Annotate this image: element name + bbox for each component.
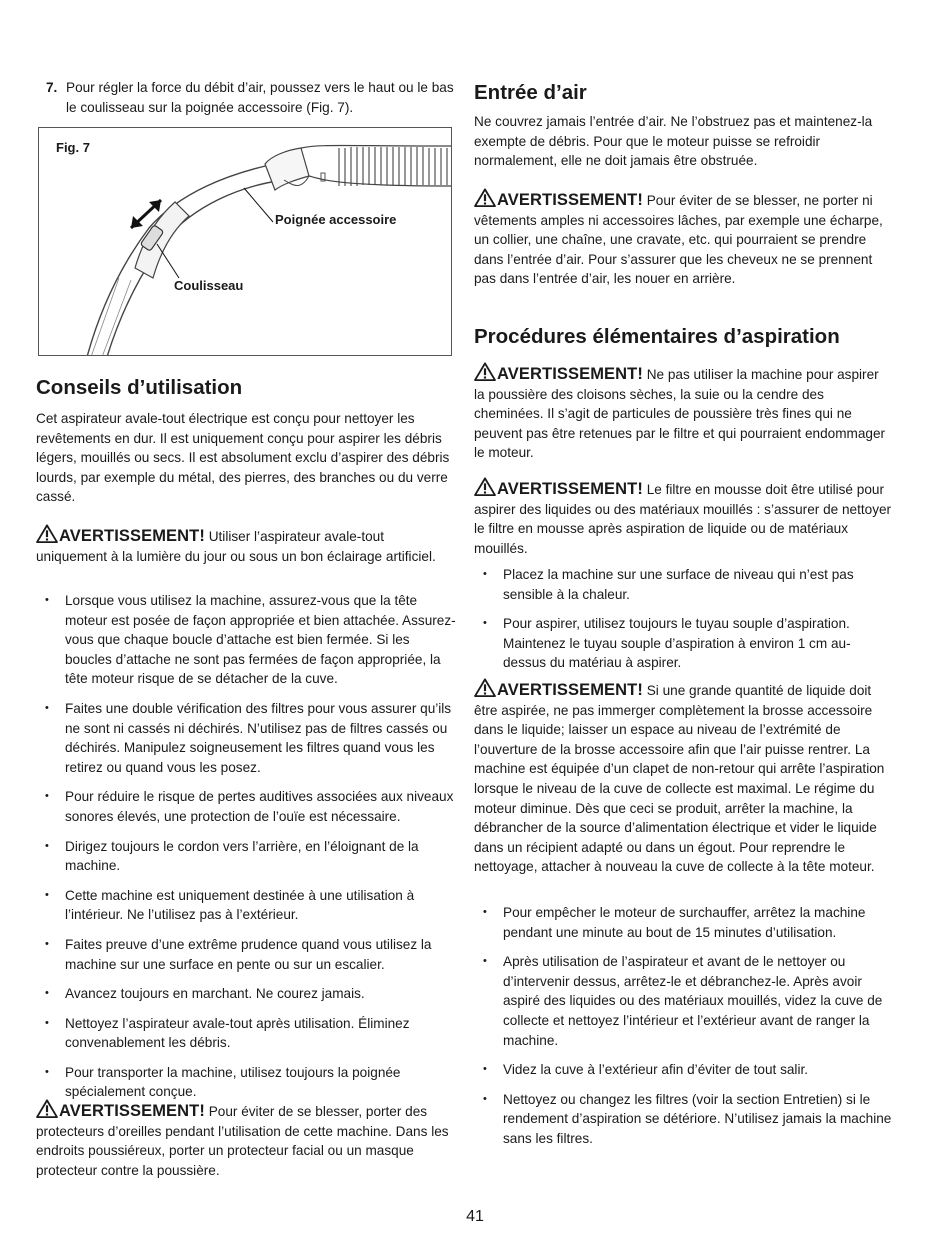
warning-label: AVERTISSEMENT! bbox=[497, 681, 643, 699]
list-item: • Placez la machine sur une surface de niveau qui n’est pas sensible à la chaleur. bbox=[474, 565, 892, 604]
warning-text: Pour éviter de se blesser, ne porter ni vêtements amples ni accessoires lâches, par exemple une écharpe, un collier, une chaîne, une cravate, etc. qui pourraient se prendre dans l’entrée d’air. Pour s’assurer que les cheveux ne se prennent pas dans l’entrée d’air, les nouer en arrière. bbox=[474, 193, 883, 287]
entree-text-block bbox=[474, 112, 892, 171]
warning-text: Ne pas utiliser la machine pour aspirer la poussière des cloisons sèches, la suie ou la cendre des cheminées. Il s’agit de particules de poussière très fines qui ne peuvent pas être retenues par le filtre et qui pourraient endommager le moteur. bbox=[474, 367, 886, 461]
warning-text: Le filtre en mousse doit être utilisé pour aspirer des liquides ou des matériaux mouillés : s’assurer de nettoyer le filtre en mousse après aspiration de liquide ou de matériaux mouillés. bbox=[474, 482, 892, 556]
procedures-bullet-list-1 bbox=[474, 565, 892, 683]
warning-triangle-icon bbox=[474, 362, 496, 381]
list-item: • Pour empêcher le moteur de surchauffer, arrêtez la machine pendant une minute au bout de 15 minutes d’utilisation. bbox=[474, 903, 892, 942]
warning-label: AVERTISSEMENT! bbox=[497, 191, 643, 209]
list-item: • Lorsque vous utilisez la machine, assurez-vous que la tête moteur est posée de façon appropriée et bien attachée. Assurez-vous que chaque boucle d’attache est bien fermée. Si les boucles d’attache ne sont pas fermées de façon appropriée, la tête moteur risque de se détacher de la cuve. bbox=[36, 591, 456, 689]
procedures-warning-3 bbox=[474, 678, 892, 877]
list-item: • Nettoyez l’aspirateur avale-tout après utilisation. Éliminez convenablement les débris. bbox=[36, 1014, 456, 1053]
list-item: • Pour réduire le risque de pertes auditives associées aux niveaux sonores élevés, une protection de l’ouïe est nécessaire. bbox=[36, 787, 456, 826]
entree-warning bbox=[474, 188, 892, 289]
warning-triangle-icon bbox=[36, 524, 58, 543]
list-item: • Dirigez toujours le cordon vers l’arrière, en l’éloignant de la machine. bbox=[36, 837, 456, 876]
procedures-bullet-list-2 bbox=[474, 903, 892, 1159]
section-title-conseils: Conseils d’utilisation bbox=[36, 376, 243, 399]
list-item: • Avancez toujours en marchant. Ne courez jamais. bbox=[36, 984, 456, 1004]
step-7 bbox=[36, 78, 456, 117]
list-item: • Nettoyez ou changez les filtres (voir la section Entretien) si le rendement d’aspiration se détériore. N’utilisez jamais la machine sans les filtres. bbox=[474, 1090, 892, 1149]
figure-label: Fig. 7 bbox=[56, 140, 90, 155]
page-number: 41 bbox=[466, 1208, 484, 1225]
warning-text: Pour éviter de se blesser, porter des protecteurs d’oreilles pendant l’utilisation de cette machine. Dans les endroits poussiéreux, porter un protecteur facial ou un masque protecteur contre la poussière. bbox=[36, 1104, 449, 1178]
warning-text: Si une grande quantité de liquide doit être aspirée, ne pas immerger complètement la brosse accessoire dans le liquide; laisser un espace au niveau de l’extrémité de l’ouverture de la brosse accessoire afin que l’air puisse rentrer. La machine est équipée d’un clapet de non-retour qui arrête l’aspiration lorsque le niveau de la cuve de collecte est maximal. Le régime du moteur diminue. Dès que ceci se produit, arrêter la machine, la débrancher de la source d’alimentation électrique et vider le liquide dans un récipient adapté ou dans un égout. Pour reprendre le nettoyage, attacher à nouveau la cuve de collecte à la tête moteur. bbox=[474, 683, 885, 875]
hose-handle-illustration bbox=[39, 128, 452, 356]
conseils-intro: Cet aspirateur avale-tout électrique est conçu pour nettoyer les revêtements en dur. Il est uniquement conçu pour aspirer les débris légers, mouillés ou secs. Il est absolument exclu d’aspirer des débris lourds, par exemple du métal, des pierres, des branches ou du verre cassé. bbox=[36, 411, 450, 505]
list-item: • Faites preuve d’une extrême prudence quand vous utilisez la machine sur une surface en pente ou sur un escalier. bbox=[36, 935, 456, 974]
step-7-text: Pour régler la force du débit d’air, poussez vers le haut ou le bas le coulisseau sur la poignée accessoire (Fig. 7). bbox=[66, 80, 454, 115]
warning-triangle-icon bbox=[474, 477, 496, 496]
step-number: 7. bbox=[46, 80, 58, 95]
list-item: • Pour transporter la machine, utilisez toujours la poignée spécialement conçue. bbox=[36, 1063, 456, 1102]
procedures-warning-1 bbox=[474, 362, 892, 463]
warning-label: AVERTISSEMENT! bbox=[497, 365, 643, 383]
warning-triangle-icon bbox=[474, 678, 496, 697]
conseils-bullet-list bbox=[36, 591, 456, 1112]
list-item: • Faites une double vérification des filtres pour vous assurer qu’ils ne sont ni cassés ni déchirés. N’utilisez pas de filtres cassés ou déchirés. Manipulez soigneusement les filtres quand vous les retirez ou quand vous les posez. bbox=[36, 699, 456, 777]
conseils-warning-1 bbox=[36, 524, 456, 566]
warning-triangle-icon bbox=[36, 1099, 58, 1118]
warning-label: AVERTISSEMENT! bbox=[59, 1102, 205, 1120]
conseils-warning-2 bbox=[36, 1099, 456, 1180]
entree-text: Ne couvrez jamais l’entrée d’air. Ne l’obstruez pas et maintenez-la exempte de débris. Pour que le moteur puisse se refroidir normalement, elle ne doit jamais être obstruée. bbox=[474, 114, 873, 169]
section-title-procedures: Procédures élémentaires d’aspiration bbox=[474, 325, 840, 348]
callout-slider: Coulisseau bbox=[174, 278, 244, 293]
procedures-warning-2 bbox=[474, 477, 892, 558]
warning-label: AVERTISSEMENT! bbox=[59, 527, 205, 545]
list-item: • Après utilisation de l’aspirateur et avant de le nettoyer ou d’intervenir dessus, arrêtez-le et débranchez-le. Après avoir aspiré des liquides ou des matériaux mouillés, videz la cuve de collecte et nettoyez l’intérieur et l’extérieur avant de ranger la machine. bbox=[474, 952, 892, 1050]
callout-handle: Poignée accessoire bbox=[275, 212, 397, 227]
warning-triangle-icon bbox=[474, 188, 496, 207]
warning-label: AVERTISSEMENT! bbox=[497, 480, 643, 498]
figure-7 bbox=[38, 127, 452, 356]
list-item: • Cette machine est uniquement destinée à une utilisation à l’intérieur. Ne l’utilisez pas à l’extérieur. bbox=[36, 886, 456, 925]
list-item: • Videz la cuve à l’extérieur afin d’éviter de tout salir. bbox=[474, 1060, 892, 1080]
conseils-intro-block bbox=[36, 409, 456, 507]
section-title-entree: Entrée d’air bbox=[474, 81, 587, 104]
list-item: • Pour aspirer, utilisez toujours le tuyau souple d’aspiration. Maintenez le tuyau souple d’aspiration à environ 1 cm au-dessus du matériau à aspirer. bbox=[474, 614, 892, 673]
warning-text: Utiliser l’aspirateur avale-tout uniquement à la lumière du jour ou sous un bon éclairage artificiel. bbox=[36, 529, 436, 564]
